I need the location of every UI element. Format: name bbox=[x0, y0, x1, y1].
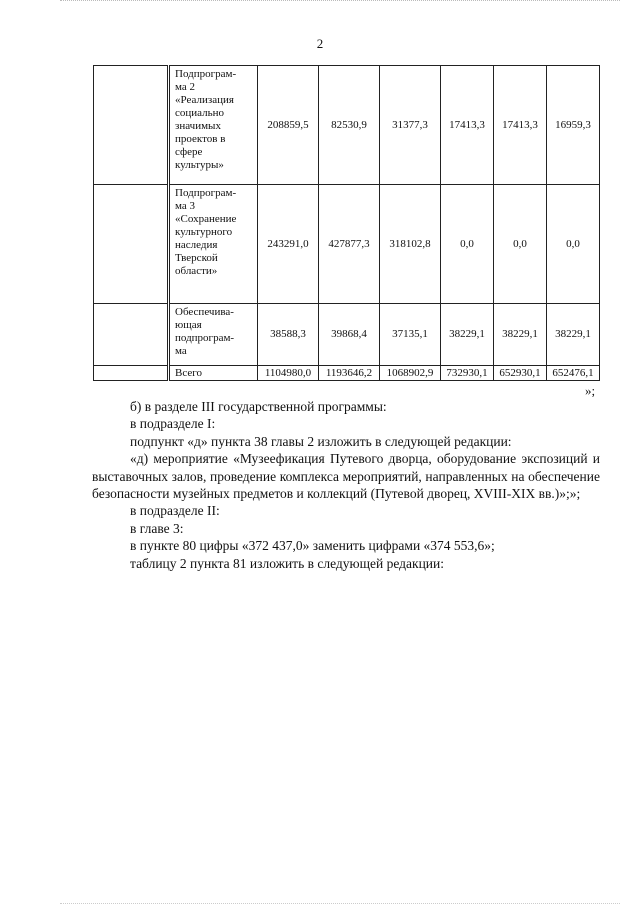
table-cell-empty bbox=[94, 304, 169, 366]
table-cell: 652476,1 bbox=[547, 366, 600, 381]
page-number: 2 bbox=[316, 36, 324, 51]
table-cell: 0,0 bbox=[547, 185, 600, 304]
paragraph: таблицу 2 пункта 81 изложить в следующей редакции: bbox=[130, 555, 444, 571]
closing-quote: »; bbox=[585, 383, 596, 398]
body-text bbox=[92, 398, 600, 572]
table-cell: 243291,0 bbox=[258, 185, 319, 304]
scan-top-border bbox=[60, 0, 620, 2]
total-label: Всего bbox=[169, 366, 258, 381]
table-cell: 82530,9 bbox=[319, 66, 380, 185]
paragraph: в пункте 80 цифры «372 437,0» заменить цифрами «374 553,6»; bbox=[130, 538, 495, 554]
paragraph: в главе 3: bbox=[130, 520, 184, 536]
subprogram-2-name: Подпрограм- ма 2 «Реализация социально значимых проектов в сфере культуры» bbox=[175, 68, 237, 171]
table-cell: 652930,1 bbox=[494, 366, 547, 381]
paragraph: подпункт «д» пункта 38 главы 2 изложить в следующей редакции: bbox=[130, 433, 512, 449]
table-row-name bbox=[169, 185, 258, 304]
table-cell: 17413,3 bbox=[441, 66, 494, 185]
table-cell: 318102,8 bbox=[380, 185, 441, 304]
table-cell: 38588,3 bbox=[258, 304, 319, 366]
table-cell: 208859,5 bbox=[258, 66, 319, 185]
table-row bbox=[94, 304, 600, 366]
paragraph: в подразделе II: bbox=[130, 503, 220, 519]
table-cell: 31377,3 bbox=[380, 66, 441, 185]
table-cell-empty bbox=[94, 366, 169, 381]
table-total-row bbox=[94, 366, 600, 381]
table-cell: 1104980,0 bbox=[258, 366, 319, 381]
table-cell: 16959,3 bbox=[547, 66, 600, 185]
paragraph: в подразделе I: bbox=[130, 416, 216, 432]
table-cell: 0,0 bbox=[441, 185, 494, 304]
table-cell: 732930,1 bbox=[441, 366, 494, 381]
table-cell-empty bbox=[94, 185, 169, 304]
table-cell: 1193646,2 bbox=[319, 366, 380, 381]
paragraph-quoted-amendment: «д) мероприятие «Музеефикация Путевого дворца, оборудование экспозиций и выставочных залов, проведение комплекса мероприятий, направленных на обеспечение безопасности музейных предметов и коллекций (Путевой дворец, XVIII-XIX вв.)»;»; bbox=[92, 451, 600, 502]
subprogram-3-name: Подпрограм- ма 3 «Сохранение культурного наследия Тверской области» bbox=[175, 187, 237, 277]
budget-table bbox=[93, 65, 600, 381]
table-cell: 37135,1 bbox=[380, 304, 441, 366]
table-cell: 1068902,9 bbox=[380, 366, 441, 381]
table-cell: 17413,3 bbox=[494, 66, 547, 185]
table-cell: 38229,1 bbox=[441, 304, 494, 366]
table-cell: 38229,1 bbox=[494, 304, 547, 366]
table-cell-empty bbox=[94, 66, 169, 185]
paragraph: б) в разделе III государственной программы: bbox=[130, 399, 387, 414]
table-cell: 38229,1 bbox=[547, 304, 600, 366]
support-subprogram-name: Обеспечива- ющая подпрограм- ма bbox=[175, 306, 235, 357]
table-row bbox=[94, 66, 600, 185]
table-cell: 427877,3 bbox=[319, 185, 380, 304]
table-cell: 0,0 bbox=[494, 185, 547, 304]
table-cell: 39868,4 bbox=[319, 304, 380, 366]
table-row-name bbox=[169, 66, 258, 185]
table-row bbox=[94, 185, 600, 304]
table-row-name bbox=[169, 304, 258, 366]
